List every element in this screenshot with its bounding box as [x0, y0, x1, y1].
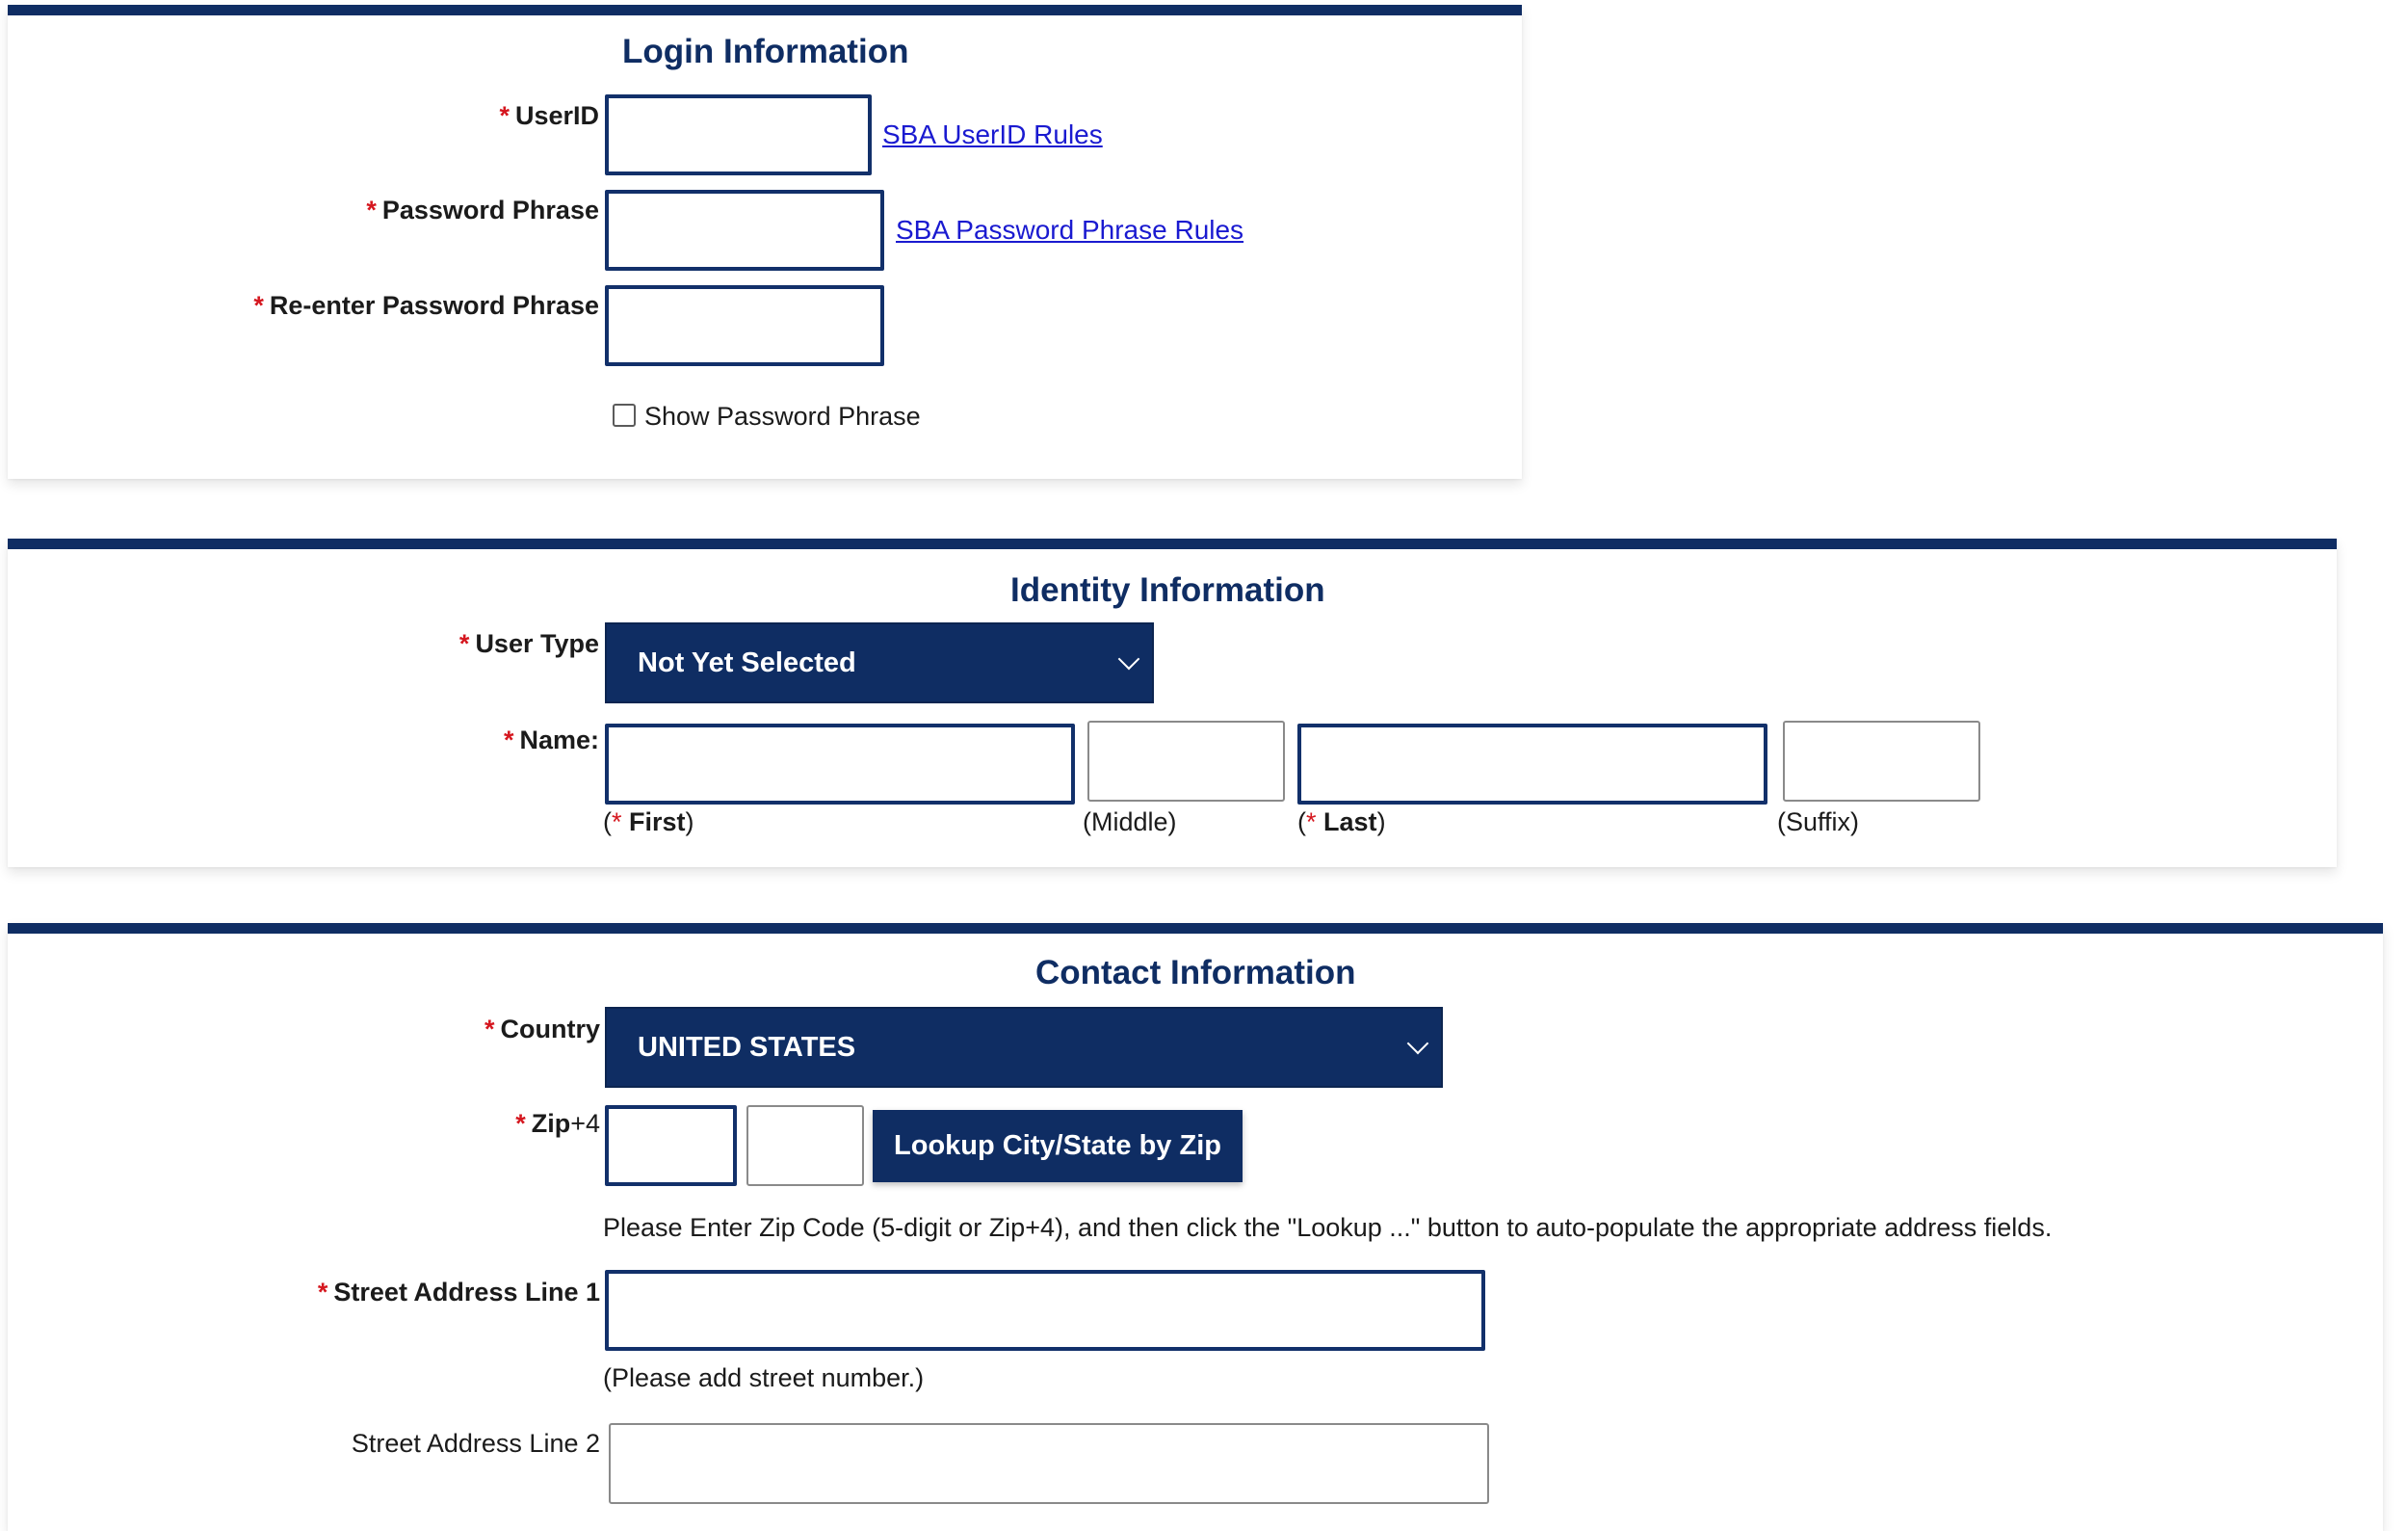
required-marker: *	[253, 291, 264, 320]
first-name-hint: (* First)	[603, 807, 694, 836]
last-name-hint: (* Last)	[1297, 807, 1386, 836]
password-phrase-label: * Password Phrase	[366, 196, 599, 224]
reenter-password-phrase-input[interactable]	[605, 285, 884, 366]
user-type-selected-value: Not Yet Selected	[638, 647, 856, 678]
required-marker: *	[1306, 807, 1317, 836]
first-name-input[interactable]	[605, 724, 1075, 805]
street-address-line1-input[interactable]	[605, 1270, 1485, 1351]
country-label: * Country	[484, 1015, 600, 1043]
middle-name-hint: (Middle)	[1083, 807, 1177, 836]
required-marker: *	[503, 726, 514, 754]
zip-label: * Zip+4	[515, 1109, 600, 1138]
suffix-hint: (Suffix)	[1777, 807, 1860, 836]
required-marker: *	[499, 101, 510, 130]
contact-information-title: Contact Information	[1035, 954, 1356, 991]
chevron-down-icon	[1407, 1033, 1429, 1055]
userid-label: * UserID	[499, 101, 599, 130]
user-type-select[interactable]	[605, 622, 1154, 703]
zip-instructions: Please Enter Zip Code (5-digit or Zip+4), and then click the "Lookup ..." button to auto-populate the appropriate address fields.	[603, 1213, 2053, 1242]
show-password-phrase-label: Show Password Phrase	[644, 402, 921, 431]
sba-userid-rules-link[interactable]: SBA UserID Rules	[882, 119, 1103, 149]
lookup-city-state-button[interactable]: Lookup City/State by Zip	[873, 1110, 1243, 1182]
street-number-hint: (Please add street number.)	[603, 1363, 925, 1392]
street-address-line2-input[interactable]	[609, 1423, 1489, 1504]
reenter-password-phrase-label: * Re-enter Password Phrase	[253, 291, 599, 320]
suffix-input[interactable]	[1783, 721, 1980, 802]
sba-password-phrase-rules-link[interactable]: SBA Password Phrase Rules	[896, 215, 1244, 245]
required-marker: *	[484, 1015, 495, 1043]
required-marker: *	[458, 629, 470, 658]
name-label: * Name:	[503, 726, 599, 754]
required-marker: *	[317, 1278, 328, 1307]
contact-information-panel	[8, 923, 2383, 1531]
required-marker: *	[515, 1109, 526, 1138]
identity-information-title: Identity Information	[1010, 571, 1325, 609]
required-marker: *	[612, 807, 622, 836]
userid-input[interactable]	[605, 94, 872, 175]
login-information-panel	[8, 5, 1522, 479]
country-select[interactable]	[605, 1007, 1443, 1088]
zip-code-input[interactable]	[605, 1105, 737, 1186]
identity-information-panel	[8, 539, 2337, 867]
show-password-phrase-checkbox[interactable]	[613, 404, 636, 427]
zip-plus4-input[interactable]	[746, 1105, 864, 1186]
street-address-line1-label: * Street Address Line 1	[317, 1278, 600, 1307]
password-phrase-input[interactable]	[605, 190, 884, 271]
country-selected-value: UNITED STATES	[638, 1031, 856, 1063]
user-type-label: * User Type	[458, 629, 599, 658]
middle-name-input[interactable]	[1087, 721, 1285, 802]
last-name-input[interactable]	[1297, 724, 1767, 805]
login-information-title: Login Information	[622, 33, 909, 70]
street-address-line2-label: Street Address Line 2	[351, 1429, 600, 1458]
required-marker: *	[366, 196, 377, 224]
chevron-down-icon	[1118, 648, 1140, 671]
